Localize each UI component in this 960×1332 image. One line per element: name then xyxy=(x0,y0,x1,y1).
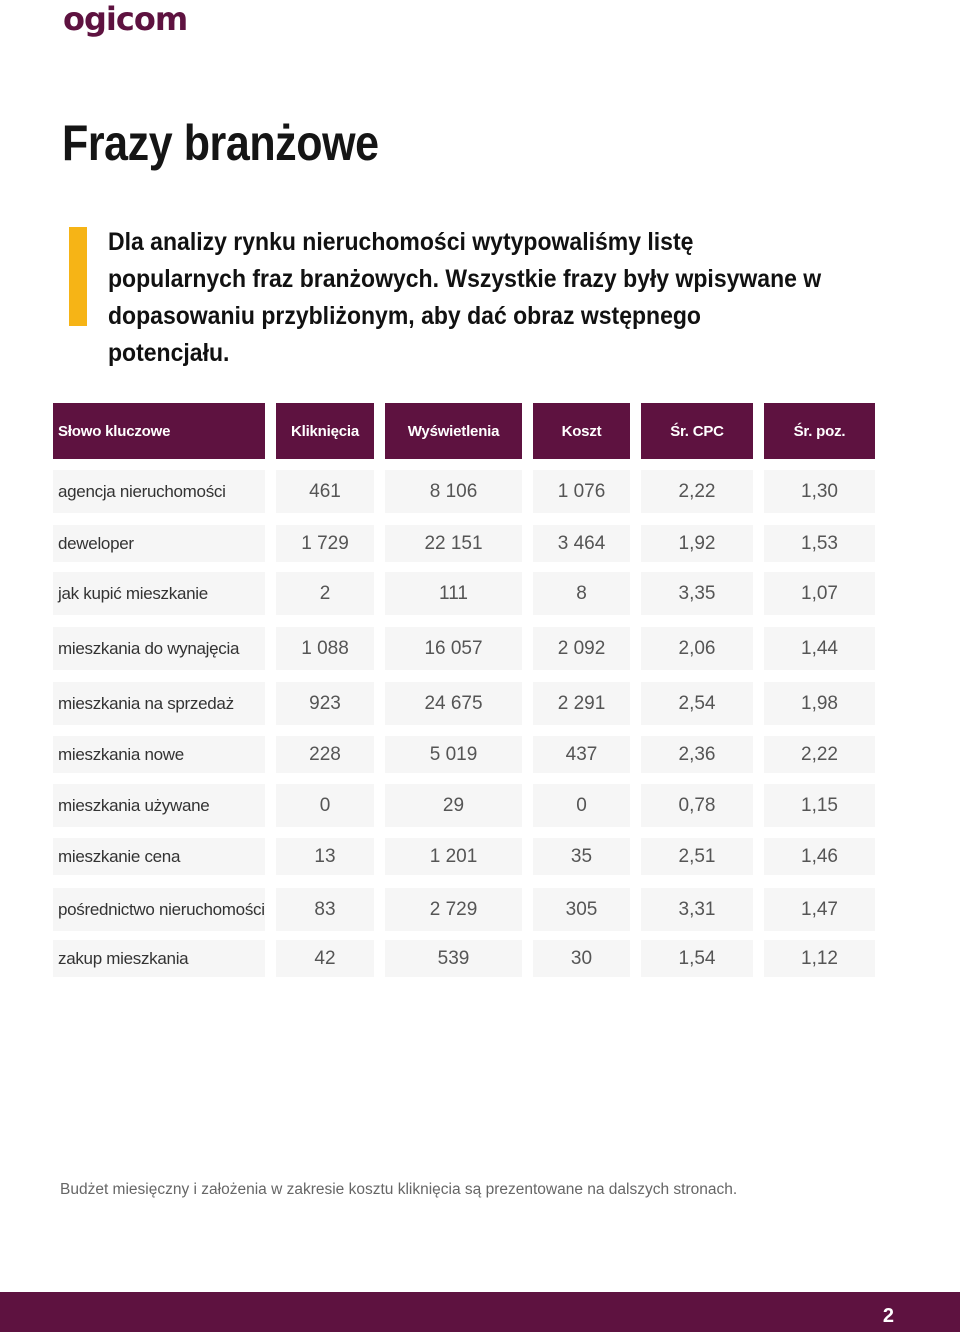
cost-cell: 0 xyxy=(533,784,630,827)
impressions-cell: 8 106 xyxy=(385,470,522,513)
header-avg-position: Śr. poz. xyxy=(764,403,875,459)
keyword-cell: mieszkania używane xyxy=(53,784,265,827)
impressions-cell: 29 xyxy=(385,784,522,827)
cost-cell: 2 092 xyxy=(533,627,630,670)
clicks-cell: 1 729 xyxy=(276,525,374,562)
avg-cpc-cell: 3,35 xyxy=(641,572,753,615)
header-keyword: Słowo kluczowe xyxy=(53,403,265,459)
avg-cpc-cell: 2,22 xyxy=(641,470,753,513)
avg-position-cell: 1,07 xyxy=(764,572,875,615)
page-number: 2 xyxy=(882,1305,894,1327)
impressions-cell: 16 057 xyxy=(385,627,522,670)
page-title: Frazy branżowe xyxy=(62,115,379,171)
clicks-cell: 13 xyxy=(276,838,374,875)
clicks-cell: 83 xyxy=(276,888,374,931)
avg-cpc-cell: 2,54 xyxy=(641,682,753,725)
avg-position-cell: 1,12 xyxy=(764,940,875,977)
avg-position-cell: 1,30 xyxy=(764,470,875,513)
avg-position-cell: 1,46 xyxy=(764,838,875,875)
avg-position-cell: 1,15 xyxy=(764,784,875,827)
cost-cell: 2 291 xyxy=(533,682,630,725)
keyword-cell: mieszkania do wynajęcia xyxy=(53,627,265,670)
ogicom-logo: ogicom xyxy=(63,0,188,38)
clicks-cell: 461 xyxy=(276,470,374,513)
cost-cell: 3 464 xyxy=(533,525,630,562)
avg-cpc-cell: 1,92 xyxy=(641,525,753,562)
impressions-cell: 5 019 xyxy=(385,736,522,773)
clicks-cell: 923 xyxy=(276,682,374,725)
impressions-cell: 539 xyxy=(385,940,522,977)
impressions-cell: 22 151 xyxy=(385,525,522,562)
clicks-cell: 1 088 xyxy=(276,627,374,670)
cost-cell: 437 xyxy=(533,736,630,773)
keyword-cell: mieszkanie cena xyxy=(53,838,265,875)
clicks-cell: 228 xyxy=(276,736,374,773)
avg-cpc-cell: 2,36 xyxy=(641,736,753,773)
intro-text: Dla analizy rynku nieruchomości wytypowaliśmy listę popularnych fraz branżowych. Wszystkie frazy były wpisywane w dopasowaniu przybliżonym, aby dać obraz wstępnego potencjału. xyxy=(108,228,822,367)
clicks-cell: 2 xyxy=(276,572,374,615)
keyword-cell: agencja nieruchomości xyxy=(53,470,265,513)
clicks-cell: 42 xyxy=(276,940,374,977)
footer-band xyxy=(0,1292,960,1332)
header-clicks: Kliknięcia xyxy=(276,403,374,459)
header-impressions: Wyświetlenia xyxy=(385,403,522,459)
keyword-cell: jak kupić mieszkanie xyxy=(53,572,265,615)
avg-cpc-cell: 2,51 xyxy=(641,838,753,875)
impressions-cell: 24 675 xyxy=(385,682,522,725)
keyword-cell: mieszkania nowe xyxy=(53,736,265,773)
footnote: Budżet miesięczny i założenia w zakresie kosztu kliknięcia są prezentowane na dalszych stronach. xyxy=(60,1181,738,1198)
keyword-cell: mieszkania na sprzedaż xyxy=(53,682,265,725)
cost-cell: 305 xyxy=(533,888,630,931)
impressions-cell: 111 xyxy=(385,572,522,615)
impressions-cell: 1 201 xyxy=(385,838,522,875)
avg-cpc-cell: 0,78 xyxy=(641,784,753,827)
impressions-cell: 2 729 xyxy=(385,888,522,931)
cost-cell: 1 076 xyxy=(533,470,630,513)
keyword-cell: zakup mieszkania xyxy=(53,940,265,977)
clicks-cell: 0 xyxy=(276,784,374,827)
cost-cell: 30 xyxy=(533,940,630,977)
avg-position-cell: 1,98 xyxy=(764,682,875,725)
avg-cpc-cell: 1,54 xyxy=(641,940,753,977)
accent-bar xyxy=(69,227,87,326)
avg-cpc-cell: 2,06 xyxy=(641,627,753,670)
keyword-cell: pośrednictwo nieruchomości xyxy=(53,888,265,931)
avg-cpc-cell: 3,31 xyxy=(641,888,753,931)
cost-cell: 35 xyxy=(533,838,630,875)
cost-cell: 8 xyxy=(533,572,630,615)
header-cost: Koszt xyxy=(533,403,630,459)
avg-position-cell: 1,53 xyxy=(764,525,875,562)
avg-position-cell: 1,44 xyxy=(764,627,875,670)
keyword-cell: deweloper xyxy=(53,525,265,562)
header-avg-cpc: Śr. CPC xyxy=(641,403,753,459)
avg-position-cell: 1,47 xyxy=(764,888,875,931)
avg-position-cell: 2,22 xyxy=(764,736,875,773)
